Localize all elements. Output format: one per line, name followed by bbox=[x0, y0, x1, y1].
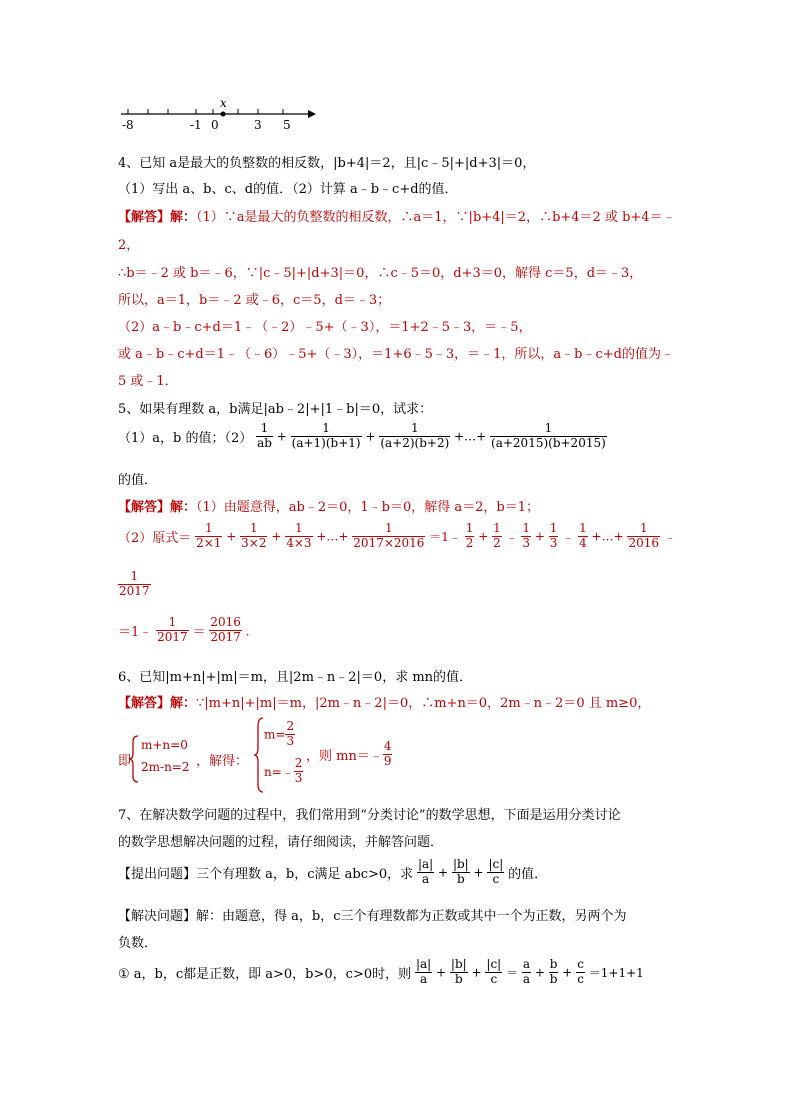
q4-answer-line4: 所以，a＝1，b＝﹣2 或﹣6，c＝5，d＝﹣3； bbox=[118, 293, 391, 308]
minus-sign: ﹣ bbox=[505, 529, 518, 544]
fraction: $\frac{1}{4\times 3}$ bbox=[286, 521, 312, 550]
q7-solve2: 负数． bbox=[118, 936, 158, 951]
q7-question bbox=[118, 858, 547, 887]
q7-solve: 【解决问题】解：由题意，得 a，b，c三个有理数都为正数或其中一个为正数，另两个为 bbox=[118, 909, 627, 924]
q5-of-value: 的值． bbox=[118, 473, 158, 488]
plus-sign: + bbox=[562, 965, 573, 980]
sol-label: m= bbox=[264, 727, 286, 742]
fraction: $\frac{2}{3}$ bbox=[294, 756, 303, 785]
equals-sign: ＝ bbox=[506, 965, 519, 980]
number-line-label: 3 bbox=[254, 118, 262, 132]
plus-sign: + bbox=[534, 965, 545, 980]
fraction: $\frac{b}{b}$ bbox=[549, 957, 558, 986]
q6-system-eq1: m+n=0 bbox=[141, 738, 188, 752]
number-line-var: x bbox=[220, 96, 227, 110]
fraction: $\frac{1}{2}$ bbox=[465, 521, 474, 550]
q4-answer-line1 bbox=[118, 206, 676, 225]
fraction: $\frac{|c|}{c}$ bbox=[488, 857, 504, 886]
number-line-label: -8 bbox=[122, 118, 134, 132]
q5-ask-prefix: （1）a，b 的值；（2） bbox=[118, 430, 253, 446]
fraction: $\frac{c}{c}$ bbox=[577, 957, 584, 986]
fraction: $\frac{1}{2\times 1}$ bbox=[196, 521, 222, 550]
fraction: $\frac{1}{3\times 2}$ bbox=[241, 521, 267, 550]
fraction: $\frac{1}{3}$ bbox=[549, 521, 558, 550]
ellipsis-sign: +…+ bbox=[454, 429, 487, 444]
fraction: $\frac{4}{9}$ bbox=[383, 739, 392, 768]
q7-case1-text: ① a，b，c都是正数，即 a>0，b>0，c>0时，则 bbox=[118, 966, 412, 982]
q6-answer-text: ∵|m+n|+|m|＝m，|2m﹣n﹣2|＝0，∴m+n＝0，2m﹣n﹣2＝0 且 m≥0， bbox=[196, 696, 651, 711]
fraction: $\frac{1}{2017}$ bbox=[157, 615, 188, 644]
q6-result bbox=[306, 740, 392, 769]
fraction: $\frac{|c|}{c}$ bbox=[486, 957, 502, 986]
number-line-label: 5 bbox=[283, 118, 291, 132]
q4-answer-line2: 2， bbox=[118, 238, 140, 253]
q4-answer-line7: 5 或﹣1． bbox=[118, 374, 178, 389]
result-label: ，则 mn＝﹣ bbox=[306, 748, 383, 764]
fraction: $\frac{a}{a}$ bbox=[522, 957, 531, 986]
q4-answer-line3: ∴b＝﹣2 或 b＝﹣6，∵|c﹣5|+|d+3|＝0，∴c﹣5＝0，d+3＝0，解得 c＝5，d＝﹣3， bbox=[118, 266, 643, 281]
plus-sign: + bbox=[478, 529, 489, 544]
q7-line2: 的数学思想解决问题的过程，请仔细阅读，并解答问题． bbox=[118, 835, 444, 850]
equals-sign: ＝1﹣ bbox=[429, 529, 461, 544]
plus-sign: + bbox=[534, 529, 545, 544]
q6-solution-n bbox=[264, 757, 303, 786]
fraction: $\frac{1}{3}$ bbox=[522, 521, 531, 550]
number-line-label: 0 bbox=[211, 118, 219, 132]
plus-sign: + bbox=[438, 865, 449, 880]
q6-jiede: ，解得： bbox=[196, 754, 249, 769]
answer-tag: 【解答】解： bbox=[118, 210, 197, 225]
fraction: $\frac{1}{4}$ bbox=[579, 521, 587, 550]
equals-sign: ＝ bbox=[192, 624, 206, 640]
q5-answer-line1 bbox=[118, 496, 539, 515]
minus-sign: ﹣ bbox=[562, 529, 575, 544]
q4-answer-text: （1）∵a是最大的负整数的相反数，∴a＝1，∵|b+4|＝2，∴b+4＝2 或 b+4＝﹣ bbox=[196, 210, 676, 225]
q5-ask bbox=[118, 422, 607, 451]
fraction: $\frac{2016}{2017}$ bbox=[210, 615, 241, 644]
sol-label: n=﹣ bbox=[264, 764, 294, 779]
q7-question-text: 【提出问题】三个有理数 a，b，c满足 abc>0，求 bbox=[118, 866, 414, 882]
fraction: $\frac{2}{3}$ bbox=[286, 719, 295, 748]
q5-stem: 5、如果有理数 a，b满足|ab﹣2|+|1﹣b|＝0，试求： bbox=[118, 402, 433, 417]
ellipsis-sign: +…+ bbox=[591, 529, 624, 544]
fraction: $\frac{|a|}{a}$ bbox=[417, 857, 434, 886]
q7-case1 bbox=[118, 958, 644, 987]
equals-sign: ＝1﹣ bbox=[118, 624, 153, 640]
q4-ask: （1）写出 a、b、c、d的值．（2）计算 a﹣b﹣c+d的值． bbox=[118, 182, 458, 197]
minus-sign: ﹣ bbox=[663, 529, 676, 544]
fraction: $\frac{|b|}{b}$ bbox=[452, 857, 469, 886]
fraction: $\frac{1}{2017}$ bbox=[119, 569, 150, 598]
plus-sign: + bbox=[473, 865, 484, 880]
fraction: $\frac{1}{ab}$ bbox=[257, 421, 272, 450]
q6-ji: 即 bbox=[118, 754, 132, 769]
q7-line1: 7、在解决数学问题的过程中，我们常用到“分类讨论”的数学思想，下面是运用分类讨论 bbox=[118, 808, 621, 823]
q5-answer-line4 bbox=[118, 616, 258, 645]
q4-answer-line5: （2）a﹣b﹣c+d＝1﹣（﹣2）﹣5+（﹣3），＝1+2﹣5﹣3，＝﹣5， bbox=[118, 320, 532, 335]
plus-sign: + bbox=[436, 965, 447, 980]
q5-answer-text: （1）由题意得，ab﹣2＝0，1﹣b＝0，解得 a＝2，b＝1； bbox=[196, 500, 540, 515]
left-brace bbox=[128, 734, 140, 784]
answer-tag: 【解答】解： bbox=[118, 500, 197, 515]
ellipsis-sign: +…+ bbox=[316, 529, 349, 544]
q5-answer-line2 bbox=[118, 522, 676, 551]
fraction: $\frac{1}{(a+2015)(b+2015)}$ bbox=[491, 421, 606, 450]
q5-answer-prefix: （2）原式＝ bbox=[118, 530, 192, 546]
fraction: $\frac{1}{(a+1)(b+1)}$ bbox=[291, 421, 361, 450]
plus-sign: + bbox=[471, 965, 482, 980]
q7-of-value: 的值． bbox=[508, 866, 548, 882]
fraction: $\frac{|b|}{b}$ bbox=[450, 957, 467, 986]
answer-tag: 【解答】解： bbox=[118, 696, 197, 711]
q6-solution-m bbox=[264, 720, 295, 749]
q4-stem: 4、已知 a是最大的负整数的相反数，|b+4|＝2，且|c﹣5|+|d+3|＝0， bbox=[118, 156, 536, 171]
period: ． bbox=[245, 623, 258, 638]
plus-sign: + bbox=[276, 429, 287, 444]
q6-system-eq2: 2m-n=2 bbox=[141, 760, 190, 774]
fraction: $\frac{1}{2016}$ bbox=[628, 521, 660, 550]
fraction: $\frac{1}{2017\times 2016}$ bbox=[353, 521, 425, 550]
fraction: $\frac{|a|}{a}$ bbox=[415, 957, 432, 986]
q6-stem: 6、已知|m+n|+|m|＝m，且|2m﹣n﹣2|＝0，求 mn的值． bbox=[118, 670, 473, 685]
q4-answer-line6: 或 a﹣b﹣c+d＝1﹣（﹣6）﹣5+（﹣3），＝1+6﹣5﹣3，＝﹣1，所以，a﹣b﹣c+d的值为﹣ bbox=[118, 347, 674, 362]
fraction: $\frac{1}{(a+2)(b+2)}$ bbox=[380, 421, 450, 450]
number-line-label: -1 bbox=[190, 118, 202, 132]
plus-sign: + bbox=[226, 529, 237, 544]
q7-tail: ＝1+1+1 bbox=[588, 965, 644, 980]
fraction: $\frac{1}{2}$ bbox=[493, 521, 501, 550]
plus-sign: + bbox=[365, 429, 376, 444]
q5-answer-line3 bbox=[118, 570, 151, 599]
plus-sign: + bbox=[271, 529, 282, 544]
q6-answer-line1 bbox=[118, 692, 650, 711]
